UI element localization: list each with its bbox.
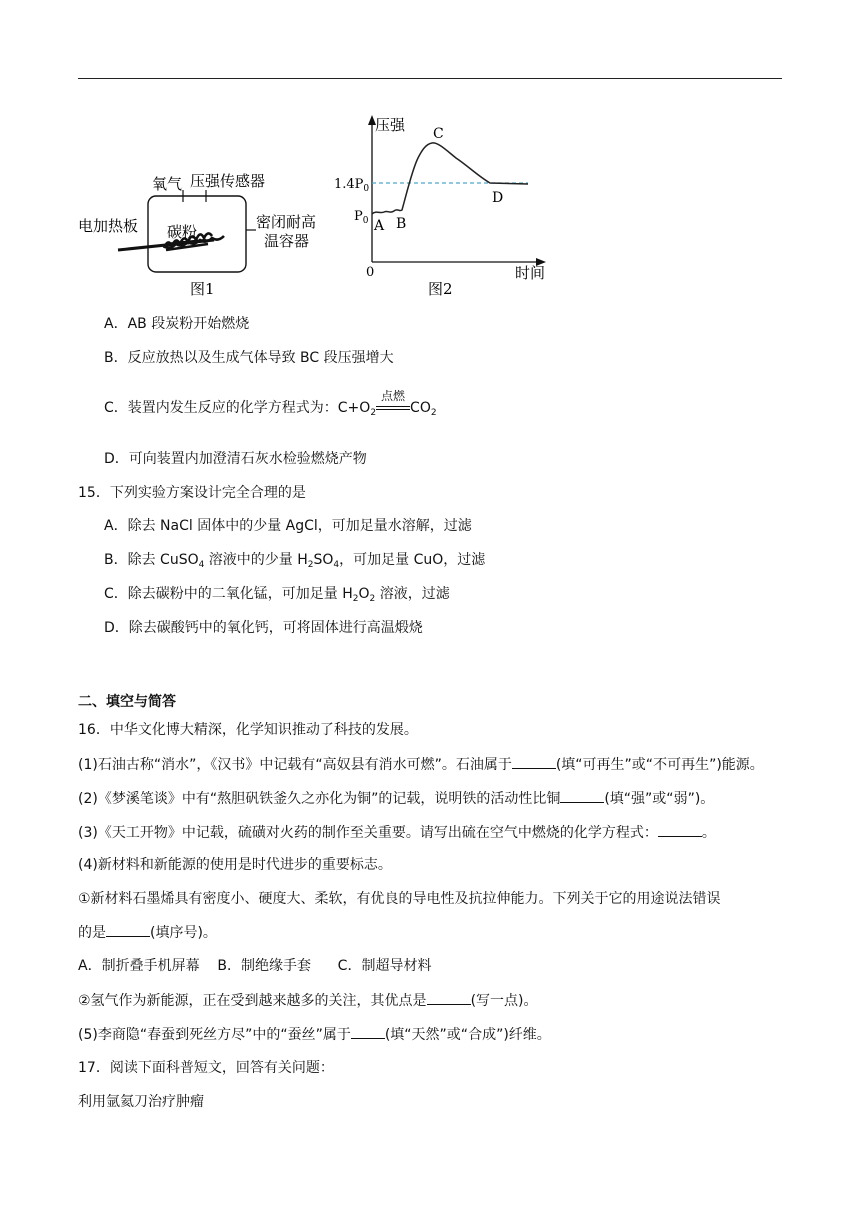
q15-c-text1: C．除去碳粉中的二氧化锰，可加足量 H [104,586,353,602]
q16-part5-text-b: (填“天然”或“合成”)纤维。 [384,1027,551,1043]
q15-b-text4: ，可加足量 CuO，过滤 [339,552,486,568]
q15-option-a: A．除去 NaCl 固体中的少量 AgCl，可加足量水溶解，过滤 [104,518,472,534]
q16-part4: (4)新材料和新能源的使用是时代进步的重要标志。 [78,857,392,873]
q14-option-c [104,389,437,418]
q16-part1 [78,754,764,775]
q14-option-a: A．AB 段炭粉开始燃烧 [104,316,250,332]
q15-b-text1: B．除去 CuSO [104,552,199,568]
q14-option-d: D．可向装置内加澄清石灰水检验燃烧产物 [104,451,367,467]
point-a-label: A [374,218,385,234]
container-label-line1: 密闭耐高 [256,213,317,231]
q15-b-sub3: 4 [333,560,340,570]
answer-blank[interactable] [512,754,556,769]
container-label-line2: 温容器 [264,232,310,250]
q16-part3-text-a: (3)《天工开物》中记载，硫磺对火药的制作至关重要。请写出硫在空气中燃烧的化学方程式： [78,825,658,841]
section-heading: 二、填空与简答 [78,694,176,710]
q15-c-sub1: 2 [352,594,359,604]
q15-option-c [104,584,450,604]
q16-part4-2 [78,990,538,1011]
carbon-label: 碳粉 [167,223,198,241]
q17-stem: 17．阅读下面科普短文，回答有关问题： [78,1060,334,1076]
origin-label: 0 [366,265,375,280]
q16-part1-text-b: (填“可再生”或“不可再生”)能源。 [555,757,764,773]
answer-blank[interactable] [351,1024,385,1039]
q16-part4-1-line1: ①新材料石墨烯具有密度小、硬度大、柔软，有优良的导电性及抗拉伸能力。下列关于它的用途说法错误 [78,891,721,907]
point-d-label: D [492,190,504,206]
q15-b-sub2: 2 [307,560,314,570]
answer-blank[interactable] [427,990,471,1005]
q14-option-c-sub2: 2 [430,408,437,418]
point-c-label: C [433,126,444,142]
answer-blank[interactable] [106,922,150,937]
level-label: $1.4P_0$ [334,177,370,194]
p0-label: $P_0$ [354,209,369,226]
pressure-curve [372,143,528,214]
oxygen-label: 氧气 [152,175,183,193]
q16-part4-1-text-b: (填序号)。 [150,925,217,941]
q16-stem: 16．中华文化博大精深，化学知识推动了科技的发展。 [78,722,418,738]
q15-c-text3: 溶液，过滤 [375,586,450,602]
q15-stem: 15．下列实验方案设计完全合理的是 [78,485,306,501]
q15-option-b [104,550,485,570]
q16-part5 [78,1024,551,1045]
q16-part2 [78,788,714,809]
x-axis-label: 时间 [515,264,546,282]
q15-c-sub2: 2 [369,594,376,604]
q14-option-c-sub1: 2 [370,408,377,418]
answer-blank[interactable] [658,822,702,837]
q16-part1-text-a: (1)石油古称“消水”，《汉书》中记载有“高奴县有消水可燃”。石油属于 [78,757,512,773]
q16-part4-1-text-a: 的是 [78,925,106,941]
q14-option-c-prefix: C．装置内发生反应的化学方程式为：C+O [104,400,371,416]
figure2-caption: 图2 [428,280,453,298]
sensor-label: 压强传感器 [190,172,266,190]
q15-option-d: D．除去碳酸钙中的氧化钙，可将固体进行高温煅烧 [104,620,423,636]
reaction-condition [376,389,410,410]
point-b-label: B [396,216,407,232]
article-title: 利用氩氦刀治疗肿瘤 [78,1094,204,1110]
q15-b-sub1: 4 [198,560,205,570]
q14-option-b: B．反应放热以及生成气体导致 BC 段压强增大 [104,350,394,366]
q16-part4-2-text-b: (写一点)。 [470,993,538,1009]
q16-part2-text-b: (填“强”或“弱”)。 [604,791,715,807]
heater-label: 电加热板 [78,217,139,235]
q15-b-text2: 溶液中的少量 H [204,552,308,568]
q16-part3 [78,822,716,843]
y-axis-label: 压强 [375,116,406,134]
q15-c-text2: O [358,586,370,602]
q16-part2-text-a: (2)《梦溪笔谈》中有“熬胆矾铁釜久之亦化为铜”的记载，说明铁的活动性比铜 [78,791,561,807]
q16-part4-2-text-a: ②氢气作为新能源，正在受到越来越多的关注，其优点是 [78,993,427,1009]
q14-option-c-product: CO [410,400,431,416]
q16-part5-text-a: (5)李商隐“春蚕到死丝方尽”中的“蚕丝”属于 [78,1027,351,1043]
q16-part4-options: A．制折叠手机屏幕 B．制绝缘手套 C．制超导材料 [78,958,432,974]
figure1-caption: 图1 [190,280,215,298]
condition-text: 点燃 [381,389,406,403]
experiment-figures [0,0,860,310]
q15-b-text3: SO [313,552,334,568]
q16-part4-1-line2 [78,922,217,943]
q16-part3-text-b: 。 [701,825,716,841]
equal-sign [376,406,410,410]
answer-blank[interactable] [560,788,604,803]
